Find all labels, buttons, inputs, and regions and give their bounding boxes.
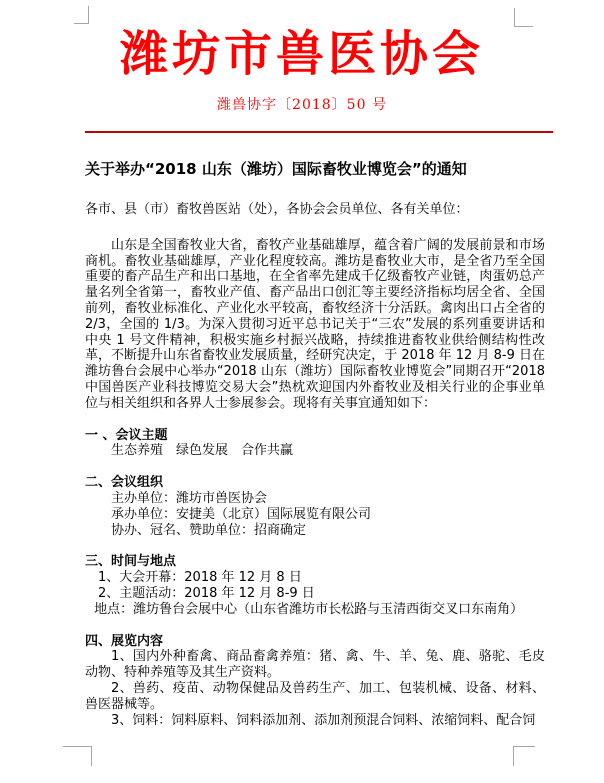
letterhead-divider [85, 131, 553, 133]
crop-mark-top-left-icon [74, 6, 89, 24]
section-line: 2、兽药、疫苗、动物保健品及兽药生产、加工、包装机械、设备、材料、兽医器械等。 [85, 680, 545, 712]
section-heading: 二、会议组织 [85, 475, 164, 491]
section-meeting-theme [85, 428, 545, 460]
section-line: 1、大会开幕：2018 年 12 月 8 日 [98, 570, 302, 586]
crop-mark-bottom-left-icon [63, 746, 92, 766]
section-line: 2、主题活动：2018 年 12 月 8-9 日 [98, 585, 315, 601]
doc-number: 潍兽协字〔2018〕50 号 [217, 97, 387, 113]
subject-title: 关于举办“2018 山东（潍坊）国际畜牧业博览会”的通知 [85, 160, 467, 178]
section-line: 生态养殖 绿色发展 合作共赢 [111, 443, 294, 459]
crop-mark-top-right-icon [514, 8, 533, 27]
crop-mark-bottom-right-icon [513, 746, 535, 766]
section-line: 协办、冠名、赞助单位：招商确定 [111, 522, 307, 538]
section-line: 主办单位：潍坊市兽医协会 [111, 490, 268, 506]
section-heading: 一 、会议主题 [85, 427, 168, 443]
salutation: 各市、县（市）畜牧兽医站（处），各协会会员单位、各有关单位： [85, 202, 469, 217]
section-line: 3、饲料：饲料原料、饲料添加剂、添加剂预混合饲料、浓缩饲料、配合饲 [111, 712, 536, 728]
section-line: 承办单位：安捷美（北京）国际展览有限公司 [111, 506, 372, 522]
org-title: 潍坊市兽医协会 [119, 26, 484, 82]
section-meeting-organization [85, 475, 545, 538]
document-body [85, 160, 545, 728]
section-exhibition-content [85, 634, 545, 729]
section-time-and-place [85, 554, 545, 617]
intro-paragraph: 山东是全国畜牧业大省，畜牧产业基础雄厚，蕴含着广阔的发展前景和市场商机。畜牧业基础雄厚，产业化程度较高。潍坊是畜牧业大市，是全省乃至全国重要的畜产品生产和出口基地，在全省率先建成千亿级畜牧产业链，肉蛋奶总产量名列全省第一，畜牧业产值、畜产品出口创汇等主要经济指标均居全省、全国前列，畜牧业标准化、产业化水平较高，畜牧经济十分活跃。禽肉出口占全省的2/3，全国的 1/3。为深入贯彻习近平总书记关于“三农”发展的系列重要讲话和中央 1 号文件精神，积极实施乡村振兴战略，持续推进畜牧业供给侧结构性改革，不断提升山东省畜牧业发展质量，经研究决定，于 2018 年 12 月 8-9 日在潍坊鲁台会展中心举办“2018 山东（潍坊）国际畜牧业博览会”同期召开“2018 中国兽医产业科技博览交易大会”热枕欢迎国内外畜牧业及相关行业的企事业单位与相关组织和各界人士参展参会。现将有关事宜通知如下： [85, 237, 545, 411]
section-heading: 三、时间与地点 [85, 554, 177, 570]
section-line: 1、国内外种畜禽、商品畜禽养殖：猪、禽、牛、羊、兔、鹿、骆驼、毛皮动物、特种养殖等及其生产资料。 [85, 649, 545, 681]
section-line: 地点：潍坊鲁台会展中心（山东省潍坊市长松路与玉清西街交叉口东南角） [94, 601, 524, 617]
section-heading: 四、展览内容 [85, 633, 164, 649]
